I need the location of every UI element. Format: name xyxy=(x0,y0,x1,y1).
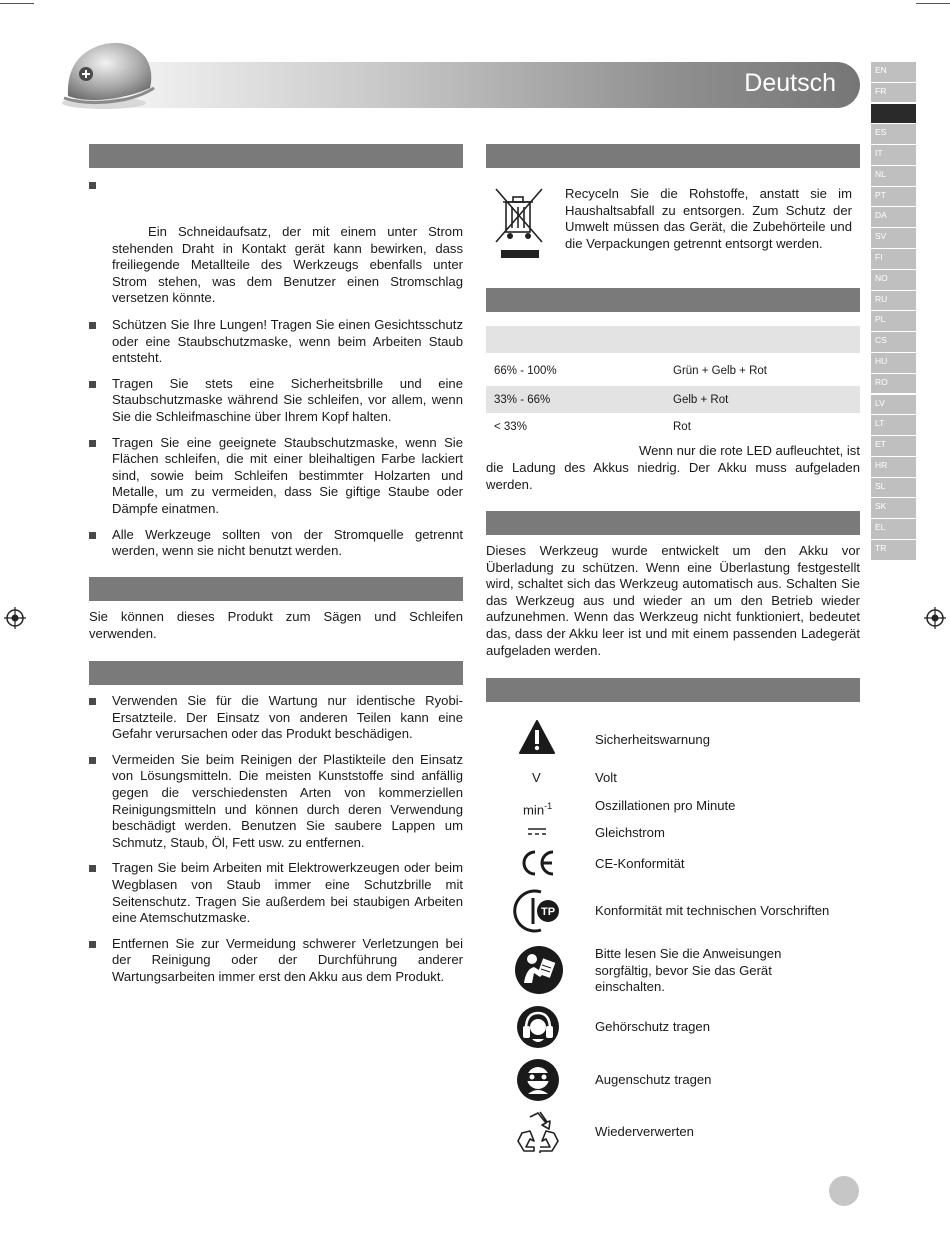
section-header-usage xyxy=(89,577,463,601)
list-item: Entfernen Sie zur Vermeidung schwerer Verletzungen bei der Reinigung oder der Durchführung anderer Wartungsarbeiten immer erst den Akku aus dem Produkt. xyxy=(89,936,463,986)
min-symbol-exponent: -1 xyxy=(544,801,553,811)
maintenance-bullet-list xyxy=(89,693,463,995)
language-tab[interactable]: HU xyxy=(871,353,916,374)
safety-bullet-list xyxy=(89,317,463,569)
direct-current-icon xyxy=(527,827,547,837)
symbol-label-read: Bitte lesen Sie die Anweisungen sorgfältig, bevor Sie das Gerät einschalten. xyxy=(595,946,782,995)
registration-mark-icon xyxy=(924,607,946,629)
volt-symbol: V xyxy=(532,770,541,785)
symbol-label-warning: Sicherheitswarnung xyxy=(595,732,710,747)
bullet-marker xyxy=(89,440,96,447)
language-tab[interactable]: LT xyxy=(871,415,916,436)
gost-conformity-icon xyxy=(511,886,565,936)
bullet-marker xyxy=(89,698,96,705)
list-item: Tragen Sie beim Arbeiten mit Elektrowerkzeugen oder beim Wegblasen von Staub immer eine Schutzbrille mit Seitenschutz. Tragen Sie außerdem bei staubigen Arbeiten eine Atemschutzmaske. xyxy=(89,860,463,926)
svg-text:TP: TP xyxy=(540,906,556,918)
ear-protection-icon xyxy=(516,1005,560,1049)
language-sidebar xyxy=(871,62,916,561)
table-row xyxy=(486,413,860,440)
language-tab[interactable]: PT xyxy=(871,187,916,208)
bullet-marker xyxy=(89,182,96,189)
language-tab[interactable]: HR xyxy=(871,457,916,478)
language-tab[interactable]: CS xyxy=(871,332,916,353)
header-banner xyxy=(120,62,860,108)
language-tab[interactable]: RU xyxy=(871,291,916,312)
language-tab[interactable]: NO xyxy=(871,270,916,291)
symbol-label-ear: Gehörschutz tragen xyxy=(595,1019,710,1034)
list-item: Tragen Sie eine geeignete Staubschutzmaske, wenn Sie Flächen schleifen, die mit einer bleihaltigen Farbe lackiert sind, sowie beim Schleifen bestimmter Holzarten und Metalle, um zu vermeiden, dass Sie giftige Staube oder Dämpfe einatmen. xyxy=(89,435,463,518)
warning-triangle-icon xyxy=(518,719,556,756)
language-tab[interactable]: FR xyxy=(871,83,916,104)
language-tab[interactable]: RO xyxy=(871,374,916,395)
section-header-environment xyxy=(486,144,860,168)
section-header-overload xyxy=(486,511,860,535)
crop-mark xyxy=(0,3,34,4)
list-item: Tragen Sie stets eine Sicherheitsbrille und eine Staubschutzmaske während Sie schleifen, vor allem, wenn Sie die Schleifmaschine über Ihrem Kopf halten. xyxy=(89,376,463,426)
led-table xyxy=(486,326,860,440)
language-tab[interactable]: SL xyxy=(871,478,916,499)
recycle-icon xyxy=(516,1111,560,1153)
min-symbol xyxy=(523,798,552,819)
table-header-row xyxy=(486,326,860,353)
table-row xyxy=(486,355,860,386)
page-number-dot xyxy=(829,1176,859,1206)
language-tab[interactable]: NL xyxy=(871,166,916,187)
language-tab[interactable]: ES xyxy=(871,124,916,145)
bullet-marker xyxy=(89,381,96,388)
led-note-rest: die Ladung des Akkus niedrig. Der Akku muss aufgeladen werden. xyxy=(486,460,860,492)
language-tab[interactable]: ET xyxy=(871,436,916,457)
list-item: Alle Werkzeuge sollten von der Stromquelle getrennt werden, wenn sie nicht benutzt werden. xyxy=(89,527,463,560)
crop-mark xyxy=(916,3,950,4)
language-tab[interactable]: EL xyxy=(871,519,916,540)
symbol-label-recycle: Wiederverwerten xyxy=(595,1124,694,1139)
table-cell: Rot xyxy=(673,420,691,433)
symbol-label-volt: Volt xyxy=(595,770,617,785)
led-note-first-line: Wenn nur die rote LED aufleuchtet, ist xyxy=(638,443,860,458)
section-header-battery-level xyxy=(486,288,860,312)
table-cell: Gelb + Rot xyxy=(673,393,729,406)
helmet-icon xyxy=(58,28,158,112)
bullet-marker xyxy=(89,322,96,329)
language-tab[interactable]: SV xyxy=(871,228,916,249)
table-cell: Grün + Gelb + Rot xyxy=(673,364,767,377)
table-cell: 66% - 100% xyxy=(494,364,557,377)
table-cell: < 33% xyxy=(494,420,527,433)
bullet-marker xyxy=(89,865,96,872)
language-tab[interactable]: TR xyxy=(871,540,916,561)
usage-paragraph: Sie können dieses Produkt zum Sägen und Schleifen verwenden. xyxy=(89,609,463,641)
list-item: Verwenden Sie für die Wartung nur identische Ryobi-Ersatzteile. Der Einsatz von anderen Teilen kann eine Gefahr verursachen oder das Produkt beschädigen. xyxy=(89,693,463,743)
language-tab[interactable]: EN xyxy=(871,62,916,83)
bullet-marker xyxy=(89,941,96,948)
section-header-safety xyxy=(89,144,463,168)
crossed-bin-icon xyxy=(493,186,545,260)
language-tab[interactable]: IT xyxy=(871,145,916,166)
symbol-label-gost: Konformität mit technischen Vorschriften xyxy=(595,903,830,918)
symbol-label-min: Oszillationen pro Minute xyxy=(595,798,736,813)
language-tab[interactable]: SK xyxy=(871,498,916,519)
table-row xyxy=(486,386,860,413)
symbol-label-dc: Gleichstrom xyxy=(595,825,665,840)
language-tab[interactable]: FI xyxy=(871,249,916,270)
safety-paragraph-1: Ein Schneidaufsatz, der mit einem unter Strom stehenden Draht in Kontakt gerät kann bewirken, dass freiliegende Metallteile des Werkzeugs ebenfalls unter Strom stehen, was dem Benutzer einen Stromschlag versetzen könnte. xyxy=(112,224,463,306)
section-header-maintenance xyxy=(89,661,463,685)
eye-protection-icon xyxy=(516,1058,560,1102)
bullet-marker xyxy=(89,757,96,764)
list-item: Vermeiden Sie beim Reinigen der Plastikteile den Einsatz von Lösungsmitteln. Die meisten Kunststoffe sind anfällig gegen die verschiedensten Arten von kommerziellen Reinigungsmitteln und können durch deren Verwendung beschädigt werden. Benutzen Sie saubere Lappen um Schmutz, Staub, Öl, Fett usw. zu entfernen. xyxy=(89,752,463,852)
language-tab[interactable]: PL xyxy=(871,311,916,332)
page-title: Deutsch xyxy=(744,69,836,97)
symbol-label-ce: CE-Konformität xyxy=(595,856,685,871)
min-symbol-base: min xyxy=(523,802,545,818)
read-manual-icon xyxy=(514,945,564,995)
registration-mark-icon xyxy=(4,607,26,629)
list-item: Schützen Sie Ihre Lungen! Tragen Sie einen Gesichtsschutz oder eine Staubschutzmaske, wenn beim Arbeiten Staub entsteht. xyxy=(89,317,463,367)
language-tab[interactable]: LV xyxy=(871,395,916,416)
language-tab-active[interactable] xyxy=(871,104,916,125)
symbol-label-eye: Augenschutz tragen xyxy=(595,1072,712,1087)
language-tab[interactable]: DA xyxy=(871,207,916,228)
recycle-paragraph: Recyceln Sie die Rohstoffe, anstatt sie im Haushaltsabfall zu entsorgen. Zum Schutz der Umwelt müssen das Gerät, die Zubehörteile und die Verpackungen getrennt entsorgt werden. xyxy=(565,186,852,251)
table-cell: 33% - 66% xyxy=(494,393,551,406)
bullet-marker xyxy=(89,532,96,539)
overload-paragraph: Dieses Werkzeug wurde entwickelt um den Akku vor Überladung zu schützen. Wenn eine Überlastung festgestellt wird, schaltet sich das Werkzeug automatisch aus. Schalten Sie das Werkzeug aus und wieder an um den Betrieb wieder aufzunehmen. Wenn das Werkzeug nicht funktioniert, bedeutet das, dass der Akku leer ist und mit einem passenden Ladegerät aufgeladen werden. xyxy=(486,543,860,658)
section-header-symbols xyxy=(486,678,860,702)
ce-mark-icon xyxy=(519,848,557,878)
